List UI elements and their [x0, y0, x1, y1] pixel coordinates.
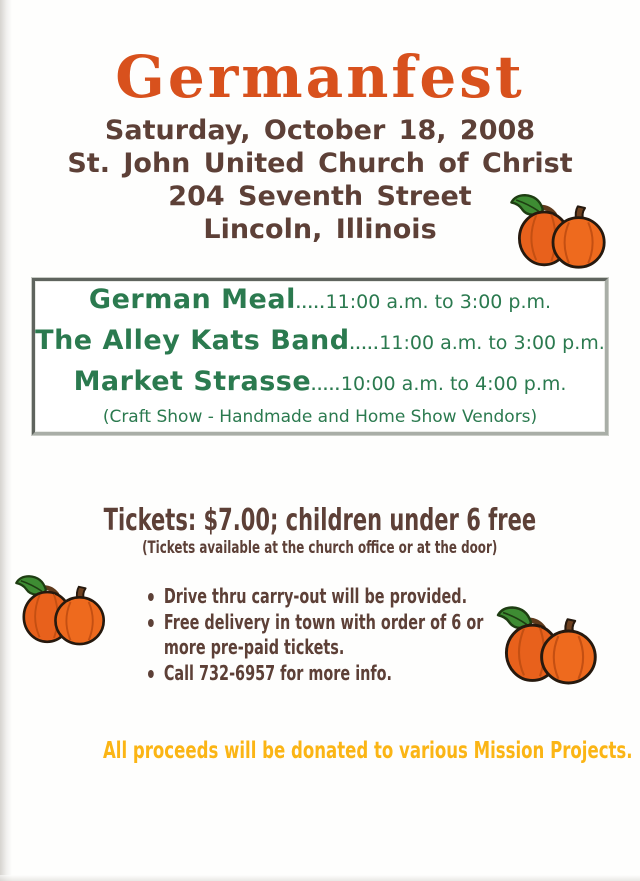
event-title: Germanfest	[115, 43, 525, 111]
list-item	[148, 584, 486, 609]
bullet-icon	[148, 670, 154, 678]
proceeds-text: All proceeds will be donated to various Mission Projects.	[102, 738, 633, 764]
pumpkins-icon	[494, 600, 606, 688]
event-time: 11:00 a.m. to 3:00 p.m.	[325, 290, 552, 313]
schedule-row-alley-kats-band	[35, 323, 605, 364]
venue-street: 204 Seventh Street	[168, 181, 472, 212]
bullet-icon	[148, 619, 154, 627]
event-date: Saturday, October 18, 2008	[104, 115, 536, 146]
scan-edge-bottom-artifact	[0, 875, 640, 881]
event-name: Market Strasse	[73, 365, 312, 397]
pumpkins-icon	[508, 188, 614, 272]
tickets-section	[0, 504, 640, 558]
craft-show-note: (Craft Show - Handmade and Home Show Vendors)	[102, 406, 538, 427]
tickets-availability-text: (Tickets available at the church office or at the door)	[142, 538, 498, 558]
schedule-row-german-meal	[35, 282, 605, 323]
list-item	[148, 610, 486, 660]
pumpkins-icon	[14, 568, 112, 650]
bullet-text-free-delivery: Free delivery in town with order of 6 or more pre-paid tickets.	[163, 610, 484, 659]
schedule-row-market-strasse	[35, 364, 605, 405]
proceeds-footer	[0, 736, 640, 766]
tickets-availability-note	[0, 538, 640, 558]
event-name: The Alley Kats Band	[35, 324, 350, 356]
venue-city: Lincoln, Illinois	[203, 214, 437, 245]
schedule-box	[32, 278, 608, 435]
bullet-icon	[148, 593, 154, 601]
event-time: 11:00 a.m. to 3:00 p.m.	[379, 331, 605, 354]
tickets-price-headline: Tickets: $7.00; children under 6 free	[103, 503, 537, 538]
venue-name: St. John United Church of Christ	[67, 148, 573, 179]
dot-leader: .....	[311, 378, 341, 394]
bullet-text-carry-out: Drive thru carry-out will be provided.	[163, 584, 468, 608]
dot-leader: .....	[295, 296, 326, 312]
bullet-text-phone: Call 732-6957 for more info.	[163, 661, 393, 685]
event-time: 10:00 a.m. to 4:00 p.m.	[340, 372, 567, 395]
event-name: German Meal	[88, 283, 296, 315]
info-bullet-list	[148, 584, 486, 687]
dot-leader: .....	[349, 337, 380, 353]
list-item	[148, 661, 486, 686]
